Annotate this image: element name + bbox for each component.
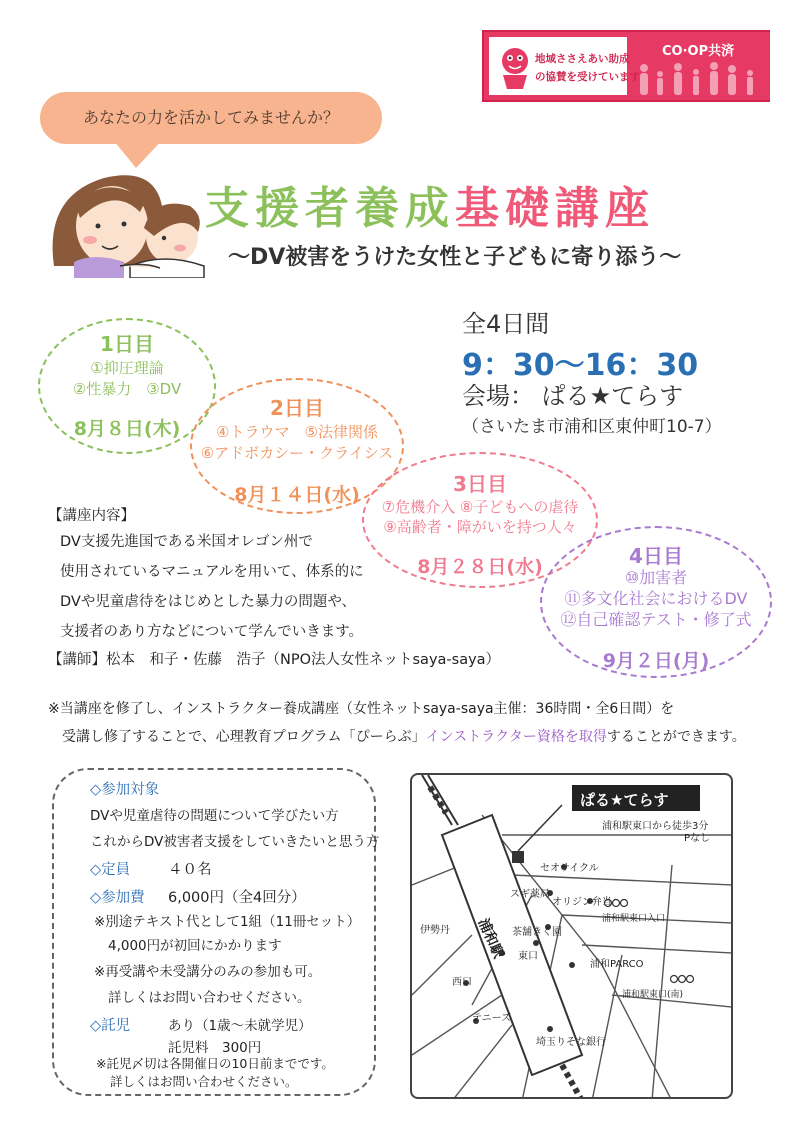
note-highlight: インストラクター資格を取得 [425, 729, 607, 745]
instructor-note-line-1: ※当講座を修了し、インストラクター養成講座（女性ネットsaya-saya主催：36時間・全6日間）を [48, 701, 675, 717]
day-1-title: 1日目 [100, 332, 154, 356]
childcare-note: ※託児〆切は各開催日の10日前までです。 [96, 1056, 334, 1071]
content-line: 支援者のあり方などについて学んでいきます。 [60, 624, 364, 640]
fee-note: ※別途テキスト代として1組（11冊セット） [94, 914, 361, 930]
sponsor-banner [482, 30, 770, 102]
access-map [410, 773, 733, 1099]
map-parking-note: Pなし [684, 833, 711, 844]
page-title [205, 172, 655, 236]
map-access-note: 浦和駅東口から徒歩3分 [602, 821, 709, 832]
banner-line-1: 地域ささえあい助成 [535, 53, 630, 65]
map-landmark: スギ薬局 [510, 889, 550, 900]
map-landmark: 浦和駅東口入口 [602, 914, 666, 924]
map-landmark: 伊勢丹 [420, 925, 450, 936]
day-3-date: 8月２８日(水) [417, 556, 543, 578]
banner-text-panel [488, 36, 640, 96]
day-3-title: 3日目 [453, 472, 507, 496]
day-4-item: ⑪多文化社会におけるDV [564, 589, 748, 608]
day-2-item: ⑥アドボカシー・クライシス [200, 444, 394, 462]
day-1-item: ②性暴力 ③DV [72, 380, 182, 398]
childcare-note: 詳しくはお問い合わせください。 [110, 1074, 298, 1089]
map-landmark: 東口 [518, 951, 538, 962]
map-landmark: 浦和PARCO [590, 959, 644, 970]
page-subtitle: ～DV被害をうけた女性と子どもに寄り添う～ [228, 245, 682, 270]
content-line: DVや児童虐待をはじめとした暴力の問題や、 [60, 594, 357, 610]
day-2-item: ④トラウマ ⑤法律関係 [216, 423, 378, 441]
childcare-label: ◇託児 [90, 1018, 131, 1034]
map-landmark: 埼玉りそな銀行 [536, 1037, 606, 1048]
day-4-item: ⑫自己確認テスト・修了式 [560, 610, 752, 629]
target-line: DVや児童虐待の問題について学びたい方 [90, 808, 339, 824]
childcare-value: あり（1歳～未就学児） [168, 1018, 312, 1034]
note-text: することができます。 [606, 729, 746, 745]
day-2-title: 2日目 [270, 396, 324, 420]
bubble-text: あなたの力を活かしてみませんか？ [82, 108, 339, 127]
day-3-item: ⑨高齢者・障がいを持つ人々 [383, 518, 577, 536]
content-line: 使用されているマニュアルを用いて、体系的に [60, 564, 364, 580]
lecturer-names: 松本 和子・佐藤 浩子（NPO法人女性ネットsaya-saya） [106, 652, 501, 668]
map-venue-label: ぱる★てらす [580, 791, 669, 809]
day-2-date: 8月１４日(水) [234, 484, 360, 506]
day-1-date: 8月８日(木) [73, 418, 181, 440]
mascot-icon [495, 43, 535, 91]
lecturer-label: 【講師】 [48, 652, 106, 668]
venue-address: （さいたま市浦和区東仲町10-7） [462, 417, 722, 437]
lecturer-line [48, 648, 500, 669]
map-station-label: 浦和駅 [474, 916, 507, 962]
capacity-label: ◇定員 [90, 862, 131, 878]
coop-logo: CO·OP共済 [662, 44, 735, 59]
day-1-item: ①抑圧理論 [90, 359, 164, 377]
map-landmark: 浦和駅東口(南) [622, 990, 684, 1000]
course-duration: 全4日間 [462, 310, 550, 338]
course-venue: 会場： ぱる★てらす [462, 382, 684, 410]
note-text: 受講し修了することで、心理教育プログラム「ぴーらぶ」 [62, 729, 426, 745]
map-landmark: セオサイクル [540, 863, 599, 874]
map-landmark: オリジン弁当 [552, 897, 612, 908]
banner-line-2: の協賛を受けています [535, 71, 640, 83]
map-landmark: 茶舗きく園 [512, 927, 562, 938]
course-time: 9：30～16：30 [462, 348, 699, 383]
fee-label: ◇参加費 [90, 890, 145, 906]
capacity-value: ４０名 [168, 862, 212, 878]
content-heading: 【講座内容】 [48, 508, 135, 524]
day-4-date: 9月２日(月) [602, 650, 710, 672]
title-part-1: 支援者養成 [205, 183, 455, 234]
fee-note: 4,000円が初回にかかります [108, 938, 282, 954]
day-4-item: ⑩加害者 [624, 568, 688, 587]
childcare-fee: 託児料 300円 [168, 1040, 262, 1056]
fee-note: ※再受講や未受講分のみの参加も可。 [94, 964, 322, 980]
mother-child-illustration [34, 166, 214, 278]
target-line: これからDV被害者支援をしていきたいと思う方 [90, 834, 380, 850]
map-landmark: 西口 [452, 977, 472, 988]
fee-note: 詳しくはお問い合わせください。 [108, 990, 311, 1006]
family-silhouette-icon [634, 60, 764, 100]
map-landmark: テニーズ [472, 1013, 512, 1024]
target-label: ◇参加対象 [90, 782, 160, 798]
fee-value: 6,000円（全4回分） [168, 890, 306, 906]
title-part-2: 基礎講座 [455, 183, 655, 234]
content-line: DV支援先進国である米国オレゴン州で [60, 534, 313, 550]
day-3-item: ⑦危機介入 ⑧子どもへの虐待 [381, 498, 579, 516]
instructor-note-line-2 [62, 726, 746, 746]
day-4-title: 4日目 [629, 544, 683, 568]
